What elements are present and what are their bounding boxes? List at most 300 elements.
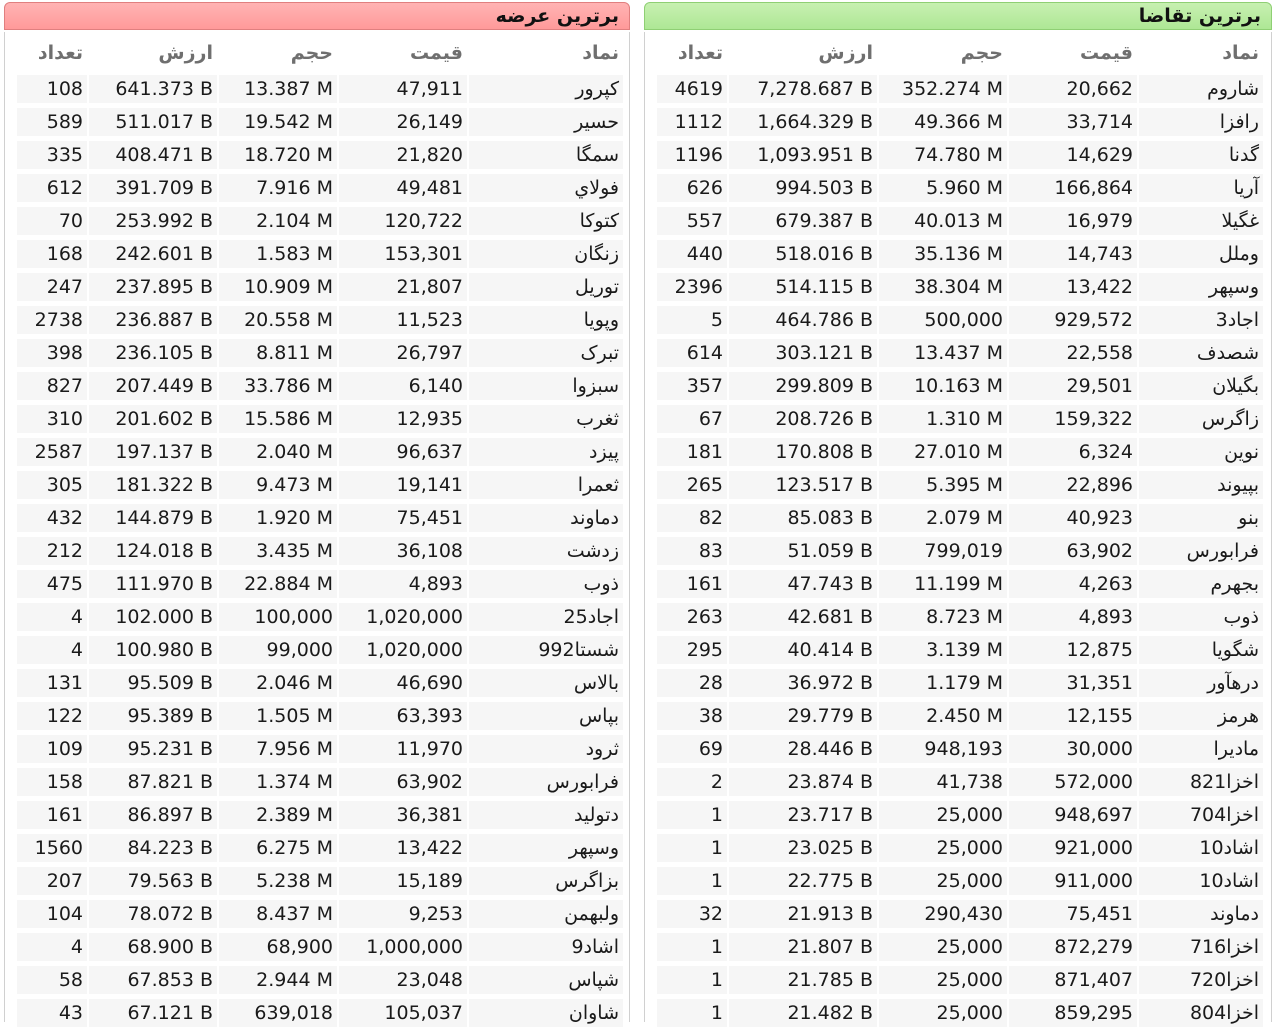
header-count[interactable]: تعداد	[37, 42, 83, 64]
table-row[interactable]	[645, 435, 1271, 468]
table-row[interactable]	[645, 369, 1271, 402]
table-row[interactable]	[5, 270, 629, 303]
cell-price: 13,422	[1009, 273, 1137, 301]
cell-symbol: بپیوند	[1139, 471, 1263, 499]
cell-symbol: غگیلا	[1139, 207, 1263, 235]
cell-count: 32	[657, 900, 727, 928]
table-row[interactable]	[645, 303, 1271, 336]
table-row[interactable]	[645, 765, 1271, 798]
cell-symbol: ثغرب	[469, 405, 623, 433]
top-demand-panel	[640, 0, 1276, 1022]
cell-value: 84.223 B	[89, 834, 217, 862]
cell-value: 79.563 B	[89, 867, 217, 895]
cell-volume: 2.079 M	[879, 504, 1007, 532]
cell-price: 36,381	[339, 801, 467, 829]
cell-price: 159,322	[1009, 405, 1137, 433]
cell-count: 335	[17, 141, 87, 169]
table-row[interactable]	[5, 72, 629, 105]
cell-symbol: نوین	[1139, 438, 1263, 466]
cell-volume: 1.920 M	[219, 504, 337, 532]
cell-count: 263	[657, 603, 727, 631]
cell-value: 511.017 B	[89, 108, 217, 136]
cell-volume: 13.387 M	[219, 75, 337, 103]
cell-value: 237.895 B	[89, 273, 217, 301]
header-volume[interactable]: حجم	[960, 42, 1003, 64]
cell-symbol: زنگان	[469, 240, 623, 268]
table-row[interactable]	[5, 666, 629, 699]
table-row[interactable]	[5, 798, 629, 831]
cell-price: 911,000	[1009, 867, 1137, 895]
cell-symbol: بالاس	[469, 669, 623, 697]
cell-price: 49,481	[339, 174, 467, 202]
cell-value: 67.853 B	[89, 966, 217, 994]
cell-volume: 33.786 M	[219, 372, 337, 400]
cell-volume: 7.916 M	[219, 174, 337, 202]
cell-symbol: بنو	[1139, 504, 1263, 532]
cell-symbol: ذوب	[1139, 603, 1263, 631]
cell-count: 181	[657, 438, 727, 466]
cell-symbol: تبرک	[469, 339, 623, 367]
cell-volume: 1.374 M	[219, 768, 337, 796]
cell-count: 310	[17, 405, 87, 433]
cell-value: 464.786 B	[729, 306, 877, 334]
cell-symbol: بپاس	[469, 702, 623, 730]
cell-value: 78.072 B	[89, 900, 217, 928]
table-row[interactable]	[5, 336, 629, 369]
cell-value: 22.775 B	[729, 867, 877, 895]
table-row[interactable]	[645, 996, 1271, 1029]
cell-volume: 1.310 M	[879, 405, 1007, 433]
cell-volume: 352.274 M	[879, 75, 1007, 103]
table-row[interactable]	[645, 732, 1271, 765]
cell-count: 432	[17, 504, 87, 532]
table-row[interactable]	[5, 534, 629, 567]
cell-count: 4	[17, 933, 87, 961]
cell-price: 948,697	[1009, 801, 1137, 829]
cell-value: 1,093.951 B	[729, 141, 877, 169]
cell-volume: 25,000	[879, 834, 1007, 862]
cell-volume: 2.040 M	[219, 438, 337, 466]
table-row[interactable]	[645, 963, 1271, 996]
table-row[interactable]	[5, 897, 629, 930]
cell-symbol: شگویا	[1139, 636, 1263, 664]
cell-volume: 19.542 M	[219, 108, 337, 136]
table-row[interactable]	[645, 105, 1271, 138]
cell-price: 11,523	[339, 306, 467, 334]
cell-symbol: سمگا	[469, 141, 623, 169]
cell-price: 4,263	[1009, 570, 1137, 598]
cell-volume: 68,900	[219, 933, 337, 961]
cell-value: 641.373 B	[89, 75, 217, 103]
table-row[interactable]	[5, 369, 629, 402]
cell-value: 23.874 B	[729, 768, 877, 796]
table-header	[645, 36, 1271, 72]
cell-value: 51.059 B	[729, 537, 877, 565]
cell-volume: 38.304 M	[879, 273, 1007, 301]
table-row[interactable]	[5, 303, 629, 336]
cell-volume: 99,000	[219, 636, 337, 664]
cell-volume: 3.435 M	[219, 537, 337, 565]
table-row[interactable]	[5, 699, 629, 732]
cell-count: 1	[657, 933, 727, 961]
cell-price: 572,000	[1009, 768, 1137, 796]
cell-symbol: فرابورس	[1139, 537, 1263, 565]
cell-value: 86.897 B	[89, 801, 217, 829]
header-price[interactable]: قیمت	[1079, 42, 1133, 64]
cell-volume: 8.723 M	[879, 603, 1007, 631]
cell-value: 1,664.329 B	[729, 108, 877, 136]
cell-value: 95.509 B	[89, 669, 217, 697]
cell-volume: 1.179 M	[879, 669, 1007, 697]
cell-volume: 10.909 M	[219, 273, 337, 301]
cell-value: 42.681 B	[729, 603, 877, 631]
table-row[interactable]	[5, 765, 629, 798]
cell-count: 247	[17, 273, 87, 301]
cell-count: 67	[657, 405, 727, 433]
cell-volume: 27.010 M	[879, 438, 1007, 466]
table-row[interactable]	[5, 831, 629, 864]
table-header	[5, 36, 629, 72]
cell-volume: 11.199 M	[879, 570, 1007, 598]
cell-price: 1,020,000	[339, 636, 467, 664]
cell-value: 514.115 B	[729, 273, 877, 301]
cell-count: 305	[17, 471, 87, 499]
cell-symbol: زاگرس	[1139, 405, 1263, 433]
header-symbol[interactable]: نماد	[582, 42, 619, 64]
cell-price: 22,558	[1009, 339, 1137, 367]
table-row[interactable]	[645, 897, 1271, 930]
cell-symbol: درهآور	[1139, 669, 1263, 697]
cell-count: 58	[17, 966, 87, 994]
cell-price: 19,141	[339, 471, 467, 499]
table-row[interactable]	[645, 468, 1271, 501]
cell-price: 12,875	[1009, 636, 1137, 664]
cell-price: 96,637	[339, 438, 467, 466]
cell-symbol: زدشت	[469, 537, 623, 565]
cell-value: 23.025 B	[729, 834, 877, 862]
cell-volume: 2.450 M	[879, 702, 1007, 730]
cell-value: 100.980 B	[89, 636, 217, 664]
cell-price: 871,407	[1009, 966, 1137, 994]
cell-symbol: هرمز	[1139, 702, 1263, 730]
cell-symbol: رافزا	[1139, 108, 1263, 136]
cell-price: 47,911	[339, 75, 467, 103]
cell-count: 1	[657, 966, 727, 994]
cell-symbol: ولبهمن	[469, 900, 623, 928]
cell-value: 236.105 B	[89, 339, 217, 367]
cell-price: 9,253	[339, 900, 467, 928]
table-row[interactable]	[5, 732, 629, 765]
cell-volume: 5.960 M	[879, 174, 1007, 202]
table-row[interactable]	[645, 72, 1271, 105]
table-row[interactable]	[5, 567, 629, 600]
cell-volume: 49.366 M	[879, 108, 1007, 136]
cell-value: 102.000 B	[89, 603, 217, 631]
table-row[interactable]	[645, 864, 1271, 897]
cell-count: 83	[657, 537, 727, 565]
cell-count: 614	[657, 339, 727, 367]
cell-price: 859,295	[1009, 999, 1137, 1027]
cell-price: 12,935	[339, 405, 467, 433]
cell-price: 120,722	[339, 207, 467, 235]
cell-volume: 1.583 M	[219, 240, 337, 268]
cell-volume: 290,430	[879, 900, 1007, 928]
cell-symbol: وملل	[1139, 240, 1263, 268]
cell-price: 105,037	[339, 999, 467, 1027]
cell-volume: 15.586 M	[219, 405, 337, 433]
table-row[interactable]	[5, 468, 629, 501]
cell-price: 23,048	[339, 966, 467, 994]
table-row[interactable]	[5, 138, 629, 171]
cell-symbol: اشاد9	[469, 933, 623, 961]
cell-count: 70	[17, 207, 87, 235]
cell-volume: 25,000	[879, 933, 1007, 961]
cell-volume: 2.389 M	[219, 801, 337, 829]
table-row[interactable]	[645, 534, 1271, 567]
cell-count: 557	[657, 207, 727, 235]
cell-symbol: سبزوا	[469, 372, 623, 400]
cell-price: 12,155	[1009, 702, 1137, 730]
cell-price: 4,893	[339, 570, 467, 598]
cell-count: 108	[17, 75, 87, 103]
cell-value: 170.808 B	[729, 438, 877, 466]
cell-price: 6,140	[339, 372, 467, 400]
table-row[interactable]	[645, 567, 1271, 600]
cell-symbol: وسپهر	[469, 834, 623, 862]
cell-value: 85.083 B	[729, 504, 877, 532]
cell-symbol: گدنا	[1139, 141, 1263, 169]
cell-count: 109	[17, 735, 87, 763]
table-row[interactable]	[5, 204, 629, 237]
cell-symbol: اخزا804	[1139, 999, 1263, 1027]
cell-volume: 5.238 M	[219, 867, 337, 895]
table-row[interactable]	[645, 666, 1271, 699]
cell-value: 236.887 B	[89, 306, 217, 334]
top-supply-title: برترین عرضه	[4, 2, 630, 30]
cell-volume: 2.046 M	[219, 669, 337, 697]
top-demand-title: برترین تقاضا	[644, 2, 1272, 30]
header-volume[interactable]: حجم	[290, 42, 333, 64]
table-row[interactable]	[5, 435, 629, 468]
table-row[interactable]	[645, 204, 1271, 237]
cell-volume: 6.275 M	[219, 834, 337, 862]
table-row[interactable]	[5, 963, 629, 996]
cell-volume: 10.163 M	[879, 372, 1007, 400]
cell-volume: 25,000	[879, 999, 1007, 1027]
cell-volume: 22.884 M	[219, 570, 337, 598]
cell-value: 21.785 B	[729, 966, 877, 994]
table-row[interactable]	[645, 633, 1271, 666]
cell-symbol: فرابورس	[469, 768, 623, 796]
table-row[interactable]	[5, 402, 629, 435]
top-supply-table	[4, 32, 630, 1022]
table-row[interactable]	[645, 171, 1271, 204]
cell-volume: 74.780 M	[879, 141, 1007, 169]
cell-price: 22,896	[1009, 471, 1137, 499]
cell-symbol: اخزا704	[1139, 801, 1263, 829]
cell-value: 29.779 B	[729, 702, 877, 730]
cell-price: 40,923	[1009, 504, 1137, 532]
table-row[interactable]	[5, 501, 629, 534]
cell-count: 212	[17, 537, 87, 565]
cell-value: 391.709 B	[89, 174, 217, 202]
cell-count: 43	[17, 999, 87, 1027]
cell-price: 26,797	[339, 339, 467, 367]
cell-price: 75,451	[339, 504, 467, 532]
cell-symbol: ثعمرا	[469, 471, 623, 499]
cell-price: 872,279	[1009, 933, 1137, 961]
cell-value: 87.821 B	[89, 768, 217, 796]
table-row[interactable]	[5, 237, 629, 270]
table-row[interactable]	[645, 798, 1271, 831]
header-value[interactable]: ارزش	[818, 42, 873, 64]
cell-volume: 8.437 M	[219, 900, 337, 928]
cell-value: 21.807 B	[729, 933, 877, 961]
cell-value: 208.726 B	[729, 405, 877, 433]
cell-count: 827	[17, 372, 87, 400]
cell-symbol: وپویا	[469, 306, 623, 334]
cell-value: 95.231 B	[89, 735, 217, 763]
cell-count: 2738	[17, 306, 87, 334]
table-row[interactable]	[5, 996, 629, 1029]
cell-value: 303.121 B	[729, 339, 877, 367]
cell-symbol: توریل	[469, 273, 623, 301]
cell-count: 589	[17, 108, 87, 136]
cell-price: 1,020,000	[339, 603, 467, 631]
table-row[interactable]	[645, 501, 1271, 534]
cell-symbol: حسیر	[469, 108, 623, 136]
cell-symbol: اشاد10	[1139, 834, 1263, 862]
cell-count: 4	[17, 603, 87, 631]
cell-value: 68.900 B	[89, 933, 217, 961]
table-row[interactable]	[5, 633, 629, 666]
cell-price: 6,324	[1009, 438, 1137, 466]
cell-count: 626	[657, 174, 727, 202]
cell-volume: 3.139 M	[879, 636, 1007, 664]
cell-value: 47.743 B	[729, 570, 877, 598]
cell-price: 36,108	[339, 537, 467, 565]
cell-volume: 2.944 M	[219, 966, 337, 994]
cell-volume: 500,000	[879, 306, 1007, 334]
cell-count: 612	[17, 174, 87, 202]
cell-volume: 35.136 M	[879, 240, 1007, 268]
cell-value: 994.503 B	[729, 174, 877, 202]
cell-price: 14,629	[1009, 141, 1137, 169]
cell-volume: 18.720 M	[219, 141, 337, 169]
table-row[interactable]	[645, 336, 1271, 369]
cell-value: 197.137 B	[89, 438, 217, 466]
cell-count: 2587	[17, 438, 87, 466]
cell-price: 31,351	[1009, 669, 1137, 697]
table-row[interactable]	[645, 138, 1271, 171]
cell-count: 122	[17, 702, 87, 730]
cell-value: 40.414 B	[729, 636, 877, 664]
table-row[interactable]	[5, 864, 629, 897]
table-row[interactable]	[5, 171, 629, 204]
table-row[interactable]	[645, 402, 1271, 435]
cell-value: 181.322 B	[89, 471, 217, 499]
cell-count: 161	[17, 801, 87, 829]
cell-count: 295	[657, 636, 727, 664]
cell-count: 1	[657, 834, 727, 862]
cell-count: 131	[17, 669, 87, 697]
cell-count: 207	[17, 867, 87, 895]
cell-symbol: شستا992	[469, 636, 623, 664]
header-count[interactable]: تعداد	[677, 42, 723, 64]
cell-count: 1560	[17, 834, 87, 862]
cell-volume: 1.505 M	[219, 702, 337, 730]
table-row[interactable]	[5, 930, 629, 963]
cell-price: 63,393	[339, 702, 467, 730]
cell-symbol: وسپهر	[1139, 273, 1263, 301]
table-row[interactable]	[645, 270, 1271, 303]
cell-value: 207.449 B	[89, 372, 217, 400]
cell-value: 144.879 B	[89, 504, 217, 532]
table-row[interactable]	[645, 600, 1271, 633]
cell-volume: 25,000	[879, 966, 1007, 994]
header-price[interactable]: قیمت	[409, 42, 463, 64]
cell-symbol: شاوان	[469, 999, 623, 1027]
cell-price: 15,189	[339, 867, 467, 895]
cell-symbol: دتولید	[469, 801, 623, 829]
cell-price: 75,451	[1009, 900, 1137, 928]
cell-price: 33,714	[1009, 108, 1137, 136]
cell-symbol: اشاد10	[1139, 867, 1263, 895]
cell-symbol: اخزا716	[1139, 933, 1263, 961]
top-demand-table	[644, 32, 1272, 1022]
table-row[interactable]	[645, 699, 1271, 732]
cell-count: 265	[657, 471, 727, 499]
top-supply-panel	[0, 0, 634, 1022]
cell-count: 440	[657, 240, 727, 268]
cell-price: 166,864	[1009, 174, 1137, 202]
header-value[interactable]: ارزش	[158, 42, 213, 64]
table-row[interactable]	[5, 105, 629, 138]
table-row[interactable]	[645, 930, 1271, 963]
cell-volume: 639,018	[219, 999, 337, 1027]
cell-value: 7,278.687 B	[729, 75, 877, 103]
cell-volume: 2.104 M	[219, 207, 337, 235]
table-row[interactable]	[645, 831, 1271, 864]
cell-volume: 25,000	[879, 801, 1007, 829]
cell-volume: 13.437 M	[879, 339, 1007, 367]
cell-volume: 5.395 M	[879, 471, 1007, 499]
cell-count: 2396	[657, 273, 727, 301]
cell-value: 299.809 B	[729, 372, 877, 400]
table-row[interactable]	[5, 600, 629, 633]
cell-price: 153,301	[339, 240, 467, 268]
cell-price: 63,902	[339, 768, 467, 796]
cell-volume: 8.811 M	[219, 339, 337, 367]
cell-value: 111.970 B	[89, 570, 217, 598]
cell-symbol: اجاد3	[1139, 306, 1263, 334]
header-symbol[interactable]: نماد	[1222, 42, 1259, 64]
cell-symbol: اجاد25	[469, 603, 623, 631]
cell-price: 63,902	[1009, 537, 1137, 565]
cell-count: 28	[657, 669, 727, 697]
cell-value: 679.387 B	[729, 207, 877, 235]
cell-price: 11,970	[339, 735, 467, 763]
cell-volume: 40.013 M	[879, 207, 1007, 235]
cell-price: 46,690	[339, 669, 467, 697]
cell-price: 929,572	[1009, 306, 1137, 334]
cell-symbol: دماوند	[469, 504, 623, 532]
cell-symbol: کپرور	[469, 75, 623, 103]
table-row[interactable]	[645, 237, 1271, 270]
cell-value: 67.121 B	[89, 999, 217, 1027]
cell-symbol: شپاس	[469, 966, 623, 994]
cell-symbol: کتوکا	[469, 207, 623, 235]
